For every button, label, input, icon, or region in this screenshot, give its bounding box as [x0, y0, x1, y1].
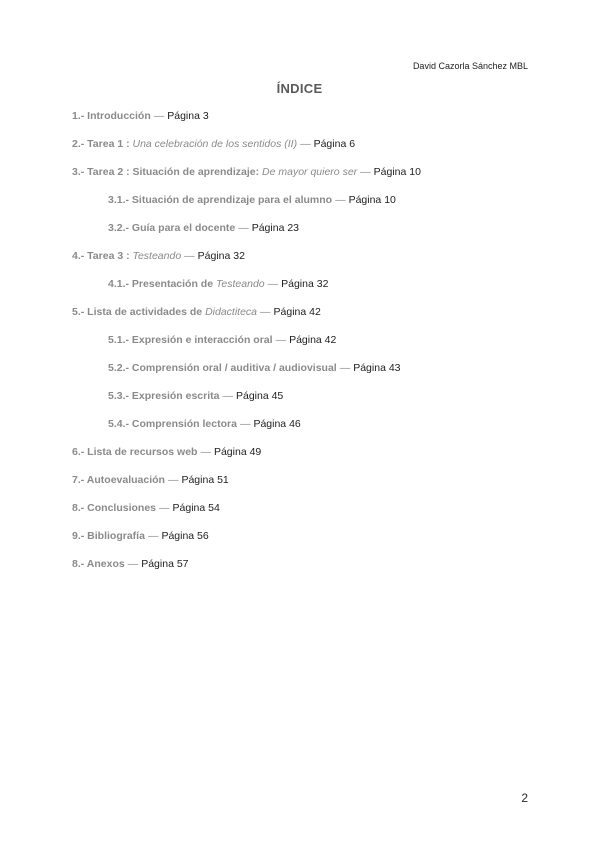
toc-entry-label-italic: Testeando: [132, 250, 182, 262]
toc-page-ref: Página 42: [289, 334, 337, 346]
toc-separator: —: [159, 502, 170, 514]
toc-page-ref: Página 32: [197, 250, 245, 262]
toc-page-ref: Página 56: [161, 530, 209, 542]
toc-separator: —: [300, 138, 311, 150]
page-number: 2: [521, 791, 528, 805]
toc-entry-label-text: 9.- Bibliografía: [72, 530, 145, 542]
toc-entry[interactable]: [72, 501, 542, 529]
toc-entry-label: [72, 474, 165, 486]
toc-subentry[interactable]: [72, 333, 542, 361]
toc-separator: —: [335, 194, 346, 206]
toc-entry[interactable]: [72, 109, 542, 137]
toc-entry-label-text: 5.- Lista de actividades de: [72, 306, 206, 318]
toc-entry-label: [108, 334, 273, 346]
toc-entry-label-text: 3.- Tarea 2 : Situación de aprendizaje:: [72, 166, 263, 178]
toc-entry[interactable]: [72, 305, 542, 333]
toc-list: [72, 109, 542, 585]
toc-entry-label-italic: Una celebración de los sentidos (II): [132, 138, 298, 150]
toc-entry-label: [108, 278, 265, 290]
toc-separator: —: [267, 278, 279, 290]
toc-subentry[interactable]: [72, 361, 542, 389]
toc-separator: —: [275, 334, 287, 346]
toc-subentry[interactable]: [72, 193, 542, 221]
toc-entry-label: [108, 194, 332, 206]
toc-page-ref: Página 32: [281, 278, 329, 290]
toc-separator: —: [238, 222, 249, 234]
toc-separator: —: [360, 166, 371, 178]
toc-entry[interactable]: [72, 137, 542, 165]
toc-separator: —: [222, 390, 233, 402]
toc-entry-label-text: 4.- Tarea 3 :: [72, 250, 133, 262]
toc-entry-label: [72, 110, 151, 122]
toc-entry-label: [108, 418, 237, 430]
toc-subentry[interactable]: [72, 417, 542, 445]
toc-entry-label-text: 8.- Anexos: [72, 558, 125, 570]
toc-page-ref: Página 23: [251, 222, 300, 234]
toc-separator: —: [260, 306, 271, 318]
toc-entry[interactable]: [72, 529, 542, 557]
toc-separator: —: [167, 474, 179, 486]
toc-entry-label: [108, 390, 219, 402]
header-author: David Cazorla Sánchez MBL: [412, 61, 528, 71]
toc-entry-label-text: 3.2.- Guía para el docente: [108, 222, 236, 234]
toc-entry-label-italic: De mayor quiero ser: [262, 166, 358, 178]
toc-entry-label: [72, 166, 357, 178]
toc-subentry[interactable]: [72, 277, 542, 305]
toc-separator: —: [239, 418, 251, 430]
toc-entry[interactable]: [72, 557, 542, 585]
toc-subentry[interactable]: [72, 221, 542, 249]
toc-title: ÍNDICE: [276, 81, 323, 96]
toc-entry-label-text: 6.- Lista de recursos web: [72, 446, 198, 458]
toc-entry-label: [72, 530, 145, 542]
toc-separator: —: [127, 558, 139, 570]
toc-entry-label: [72, 446, 197, 458]
toc-page-ref: Página 3: [167, 110, 209, 122]
toc-page-ref: Página 6: [313, 138, 356, 150]
toc-separator: —: [200, 446, 211, 458]
toc-separator: —: [339, 362, 351, 374]
toc-page-ref: Página 45: [235, 390, 284, 402]
toc-entry-label-text: 5.4.- Comprensión lectora: [108, 418, 237, 430]
toc-entry-label: [72, 250, 181, 262]
toc-page-ref: Página 10: [373, 166, 421, 178]
toc-separator: —: [153, 110, 165, 122]
toc-entry-label: [72, 502, 156, 514]
toc-entry[interactable]: [72, 249, 542, 277]
toc-page-ref: Página 57: [141, 558, 189, 570]
toc-separator: —: [147, 530, 159, 542]
toc-entry-label-text: 7.- Autoevaluación: [72, 474, 165, 486]
toc-entry[interactable]: [72, 445, 542, 473]
toc-entry[interactable]: [72, 165, 542, 193]
toc-entry-label: [72, 558, 125, 570]
toc-entry-label: [108, 222, 235, 234]
toc-entry-label-text: 1.- Introducción: [72, 110, 151, 122]
toc-page-ref: Página 54: [172, 502, 220, 514]
toc-page-ref: Página 42: [273, 306, 321, 318]
toc-entry-label-italic: Didactiteca: [205, 306, 258, 318]
toc-entry-label-text: 3.1.- Situación de aprendizaje para el alumno: [108, 194, 333, 206]
toc-subentry[interactable]: [72, 389, 542, 417]
toc-entry[interactable]: [72, 473, 542, 501]
toc-entry-label-text: 4.1.- Presentación de: [108, 278, 216, 290]
toc-page-ref: Página 43: [353, 362, 401, 374]
toc-page-ref: Página 46: [253, 418, 301, 430]
toc-entry-label: [72, 138, 297, 150]
toc-separator: —: [184, 250, 195, 262]
toc-page-ref: Página 49: [213, 446, 262, 458]
toc-entry-label-text: 2.- Tarea 1 :: [72, 138, 133, 150]
toc-page-ref: Página 51: [181, 474, 229, 486]
toc-entry-label: [72, 306, 257, 318]
toc-entry-label-text: 5.2.- Comprensión oral / auditiva / audiovisual: [108, 362, 337, 374]
toc-entry-label-text: 5.1.- Expresión e interacción oral: [108, 334, 273, 346]
toc-entry-label-text: 5.3.- Expresión escrita: [108, 390, 220, 402]
toc-page-ref: Página 10: [348, 194, 396, 206]
toc-entry-label: [108, 362, 337, 374]
toc-entry-label-italic: Testeando: [215, 278, 265, 290]
toc-entry-label-text: 8.- Conclusiones: [72, 502, 157, 514]
